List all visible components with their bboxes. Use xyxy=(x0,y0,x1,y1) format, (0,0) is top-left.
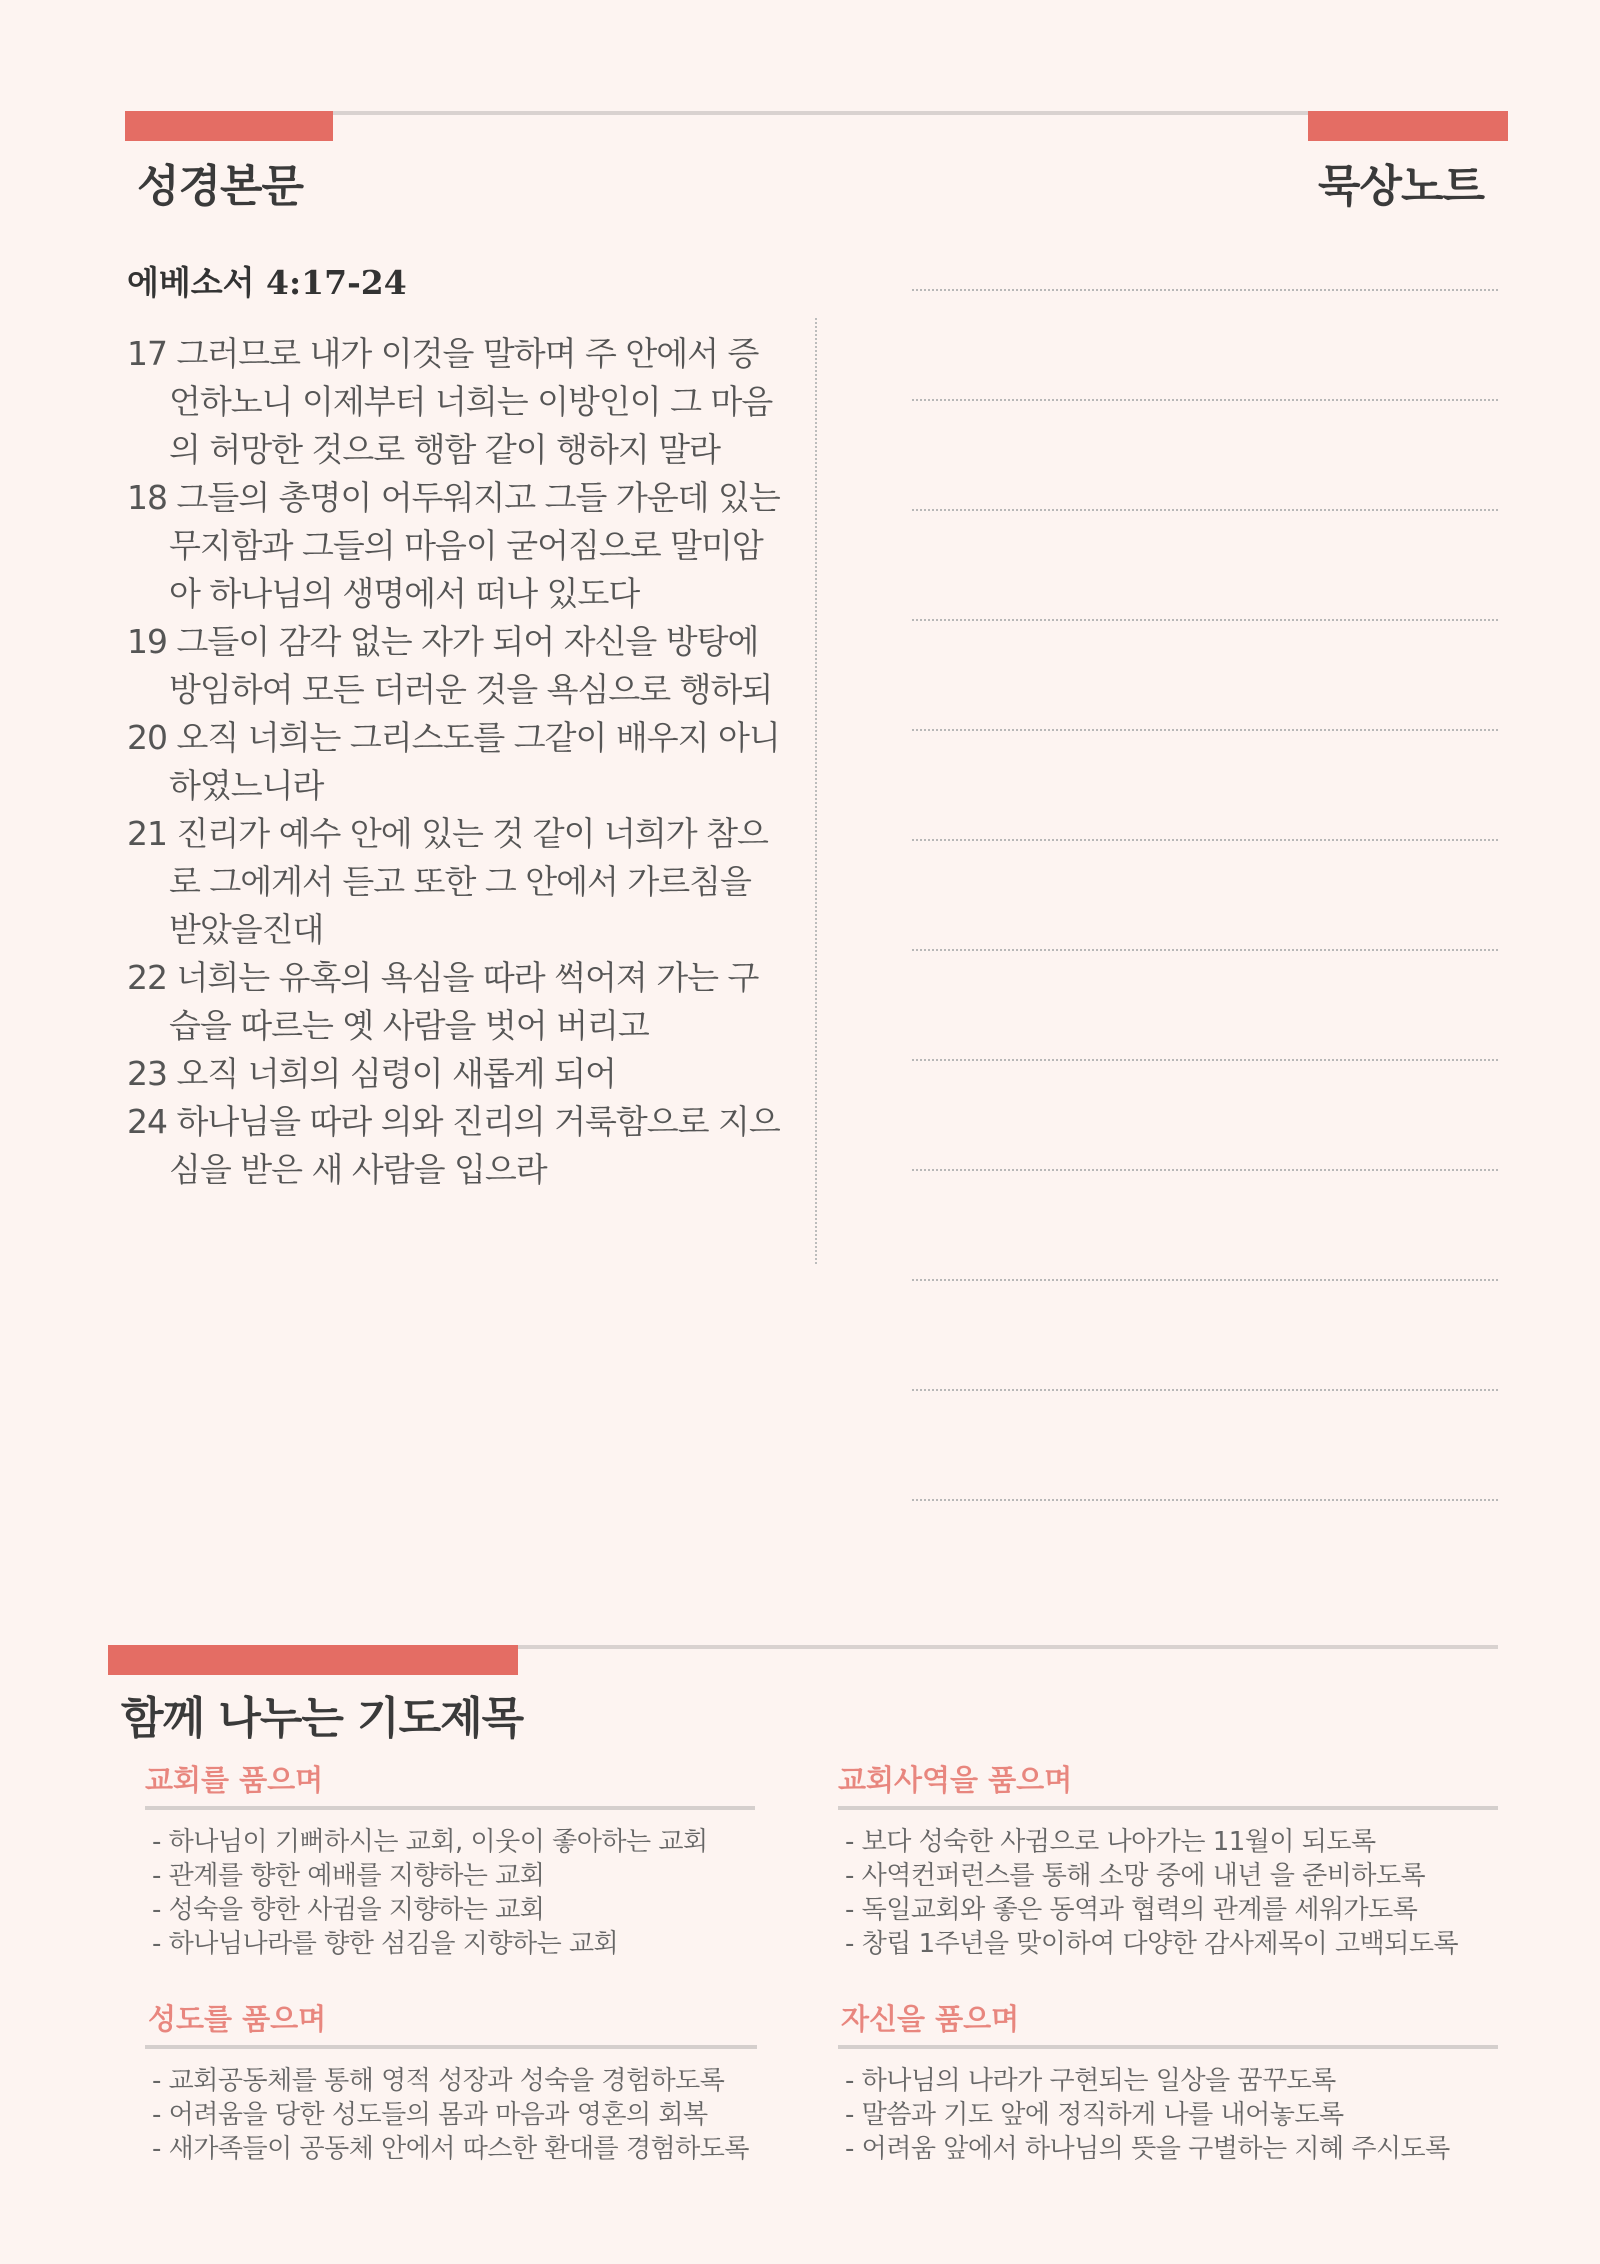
prayer-section-title: 함께 나누는 기도제목 xyxy=(121,1693,524,1744)
prayer-accent-bar xyxy=(108,1645,518,1675)
scripture-reference: 에베소서 4:17-24 xyxy=(127,263,407,302)
note-line[interactable] xyxy=(912,399,1498,401)
note-line[interactable] xyxy=(912,1499,1498,1501)
prayer-group-divider xyxy=(838,2045,1498,2049)
list-item: - 창립 1주년을 맞이하여 다양한 감사제목이 고백되도록 xyxy=(845,1929,1459,1959)
meditation-section-title: 묵상노트 xyxy=(1318,161,1485,212)
note-line[interactable] xyxy=(912,619,1498,621)
list-item: - 새가족들이 공동체 안에서 따스한 환대를 경험하도록 xyxy=(152,2134,750,2164)
note-line[interactable] xyxy=(912,509,1498,511)
verse-17: 17 그러므로 내가 이것을 말하며 주 안에서 증언하노니 이제부터 너희는 이방인이 그 마음의 허망한 것으로 행함 같이 행하지 말라 xyxy=(127,334,773,469)
verse-23: 23 오직 너희의 심령이 새롭게 되어 xyxy=(127,1054,616,1093)
verse-21: 21 진리가 예수 안에 있는 것 같이 너희가 참으로 그에게서 듣고 또한 그 안에서 가르침을 받았을진대 xyxy=(127,814,768,949)
scripture-accent-bar xyxy=(125,111,333,141)
note-line[interactable] xyxy=(912,1279,1498,1281)
list-item: - 하나님나라를 향한 섬김을 지향하는 교회 xyxy=(152,1929,619,1959)
list-item: - 독일교회와 좋은 동역과 협력의 관계를 세워가도록 xyxy=(845,1895,1418,1925)
verse-24: 24 하나님을 따라 의와 진리의 거룩함으로 지으심을 받은 새 사람을 입으라 xyxy=(127,1102,780,1189)
note-line[interactable] xyxy=(912,1389,1498,1391)
prayer-group-list xyxy=(845,1825,1458,1961)
note-line[interactable] xyxy=(912,1059,1498,1061)
verse-18: 18 그들의 총명이 어두워지고 그들 가운데 있는 무지함과 그들의 마음이 굳어짐으로 말미암아 하나님의 생명에서 떠나 있도다 xyxy=(127,478,780,613)
note-line[interactable] xyxy=(912,839,1498,841)
column-divider xyxy=(815,318,817,1264)
list-item: - 관계를 향한 예배를 지향하는 교회 xyxy=(152,1861,545,1891)
list-item: - 보다 성숙한 사귐으로 나아가는 11월이 되도록 xyxy=(845,1827,1376,1857)
list-item: - 말씀과 기도 앞에 정직하게 나를 내어놓도록 xyxy=(845,2100,1344,2130)
prayer-group-list xyxy=(152,2064,749,2166)
verse-19: 19 그들이 감각 없는 자가 되어 자신을 방탕에 방임하여 모든 더러운 것을 욕심으로 행하되 xyxy=(127,622,773,709)
prayer-group-list xyxy=(845,2064,1450,2166)
prayer-group-divider xyxy=(145,1806,755,1810)
meditation-accent-bar xyxy=(1308,111,1508,141)
verse-22: 22 너희는 유혹의 욕심을 따라 썩어져 가는 구습을 따르는 옛 사람을 벗어 버리고 xyxy=(127,958,759,1045)
list-item: - 하나님이 기뻐하시는 교회, 이웃이 좋아하는 교회 xyxy=(152,1827,708,1857)
prayer-group-title: 성도를 품으며 xyxy=(148,2002,327,2036)
verse-list xyxy=(127,330,787,1194)
prayer-group-list xyxy=(152,1825,708,1961)
note-line[interactable] xyxy=(912,729,1498,731)
prayer-group-divider xyxy=(838,1806,1498,1810)
note-line[interactable] xyxy=(912,289,1498,291)
note-line[interactable] xyxy=(912,1169,1498,1171)
list-item: - 성숙을 향한 사귐을 지향하는 교회 xyxy=(152,1895,545,1925)
list-item: - 하나님의 나라가 구현되는 일상을 꿈꾸도록 xyxy=(845,2066,1336,2096)
list-item: - 사역컨퍼런스를 통해 소망 중에 내년 을 준비하도록 xyxy=(845,1861,1426,1891)
prayer-group-divider xyxy=(145,2045,757,2049)
scripture-section-title: 성경본문 xyxy=(137,161,304,212)
prayer-group-title: 교회를 품으며 xyxy=(145,1763,324,1797)
list-item: - 어려움을 당한 성도들의 몸과 마음과 영혼의 회복 xyxy=(152,2100,708,2130)
prayer-group-title: 자신을 품으며 xyxy=(841,2002,1020,2036)
note-line[interactable] xyxy=(912,949,1498,951)
list-item: - 어려움 앞에서 하나님의 뜻을 구별하는 지혜 주시도록 xyxy=(845,2134,1450,2164)
list-item: - 교회공동체를 통해 영적 성장과 성숙을 경험하도록 xyxy=(152,2066,725,2096)
prayer-group-title: 교회사역을 품으며 xyxy=(838,1763,1073,1797)
verse-20: 20 오직 너희는 그리스도를 그같이 배우지 아니하였느니라 xyxy=(127,718,780,805)
